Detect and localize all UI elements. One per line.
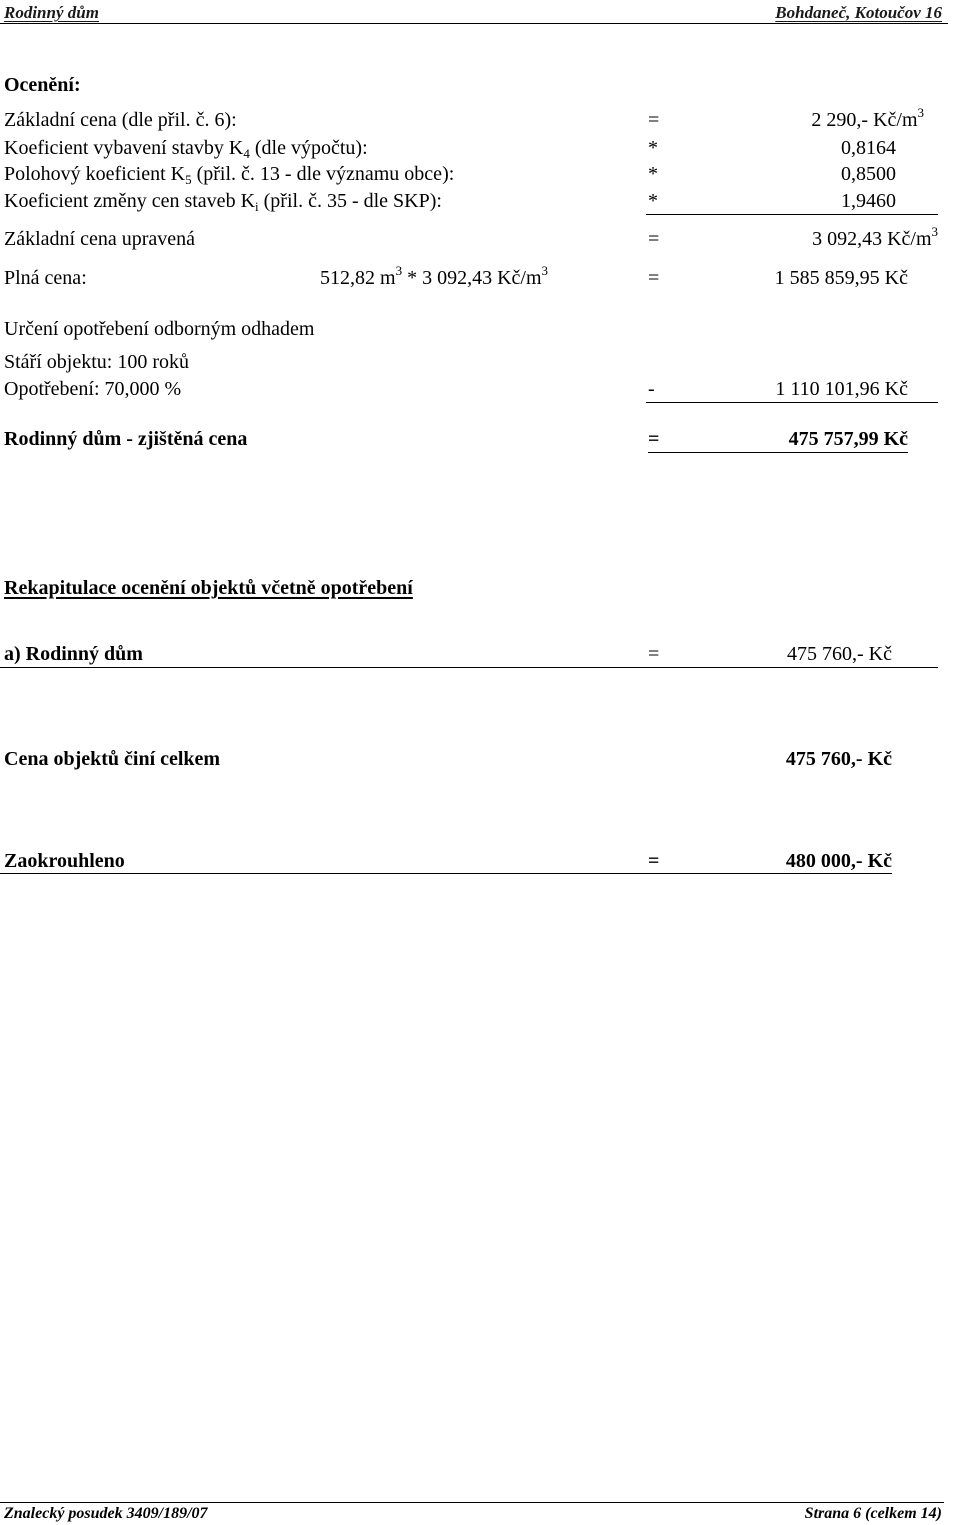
- k4-label: Koeficient vybavení stavby $K_4$ (dle výpočtu):: [4, 137, 368, 161]
- k4-value: 0,8164: [841, 137, 896, 159]
- wear-op: -: [648, 378, 655, 400]
- base-price-value: 2 290,- $Kč/m^3$: [811, 105, 924, 131]
- rounded-label: Zaokrouhleno: [4, 850, 125, 872]
- adjusted-op: =: [648, 228, 660, 250]
- base-price-label: Základní cena (dle přil. č. 6):: [4, 109, 237, 131]
- rounded-value: 480 000,- Kč: [785, 850, 892, 872]
- footer-document-id: Znalecký posudek 3409/189/07: [4, 1505, 208, 1522]
- header-rule: [0, 23, 948, 24]
- total-label: Cena objektů činí celkem: [4, 748, 221, 770]
- total-value: 475 760,- Kč: [785, 748, 892, 770]
- wear-label: Opotřebení: 70,000 %: [4, 378, 182, 400]
- full-price-op: =: [648, 267, 660, 289]
- full-price-value: 1 585 859,95 Kč: [774, 267, 908, 289]
- full-price-label: Plná cena:: [4, 267, 87, 289]
- recap-item-label: a) Rodinný dům: [4, 643, 143, 665]
- recap-item-rule: [0, 667, 938, 668]
- full-price-calc: 512,82 $m^3 * 3$ 092,43 $Kč/m^3$: [320, 263, 548, 289]
- header-address: Bohdaneč, Kotoučov 16: [775, 3, 942, 22]
- k5-label: Polohový koeficient $K_5$ (přil. č. 13 - dle významu obce):: [4, 163, 455, 187]
- rounded-underline: [0, 873, 892, 874]
- ki-value: 1,9460: [841, 190, 896, 212]
- header-title: Rodinný dům: [4, 3, 99, 22]
- k5-op: *: [648, 163, 658, 185]
- recap-title: Rekapitulace ocenění objektů včetně opotřebení: [4, 577, 413, 599]
- recap-item-op: =: [648, 643, 660, 665]
- footer-page-number: Strana 6 (celkem 14): [804, 1505, 942, 1522]
- base-price-op: =: [648, 109, 660, 131]
- section-title: Ocenění:: [4, 74, 81, 96]
- age-label: Stáří objektu: 100 roků: [4, 351, 189, 373]
- k5-value: 0,8500: [841, 163, 896, 185]
- wear-value: 1 110 101,96 Kč: [775, 378, 908, 400]
- adjusted-value: 3 092,43 $Kč/m^3$: [812, 224, 938, 250]
- k4-op: *: [648, 137, 658, 159]
- wear-method-label: Určení opotřebení odborným odhadem: [4, 318, 315, 340]
- ki-label: Koeficient změny cen staveb $K_i$ (přil. č. 35 - dle SKP):: [4, 190, 442, 214]
- result-op: =: [648, 428, 660, 450]
- footer-rule: [0, 1502, 944, 1503]
- result-label: Rodinný dům - zjištěná cena: [4, 428, 248, 450]
- result-underline: [648, 452, 908, 453]
- recap-item-value: 475 760,- Kč: [787, 643, 892, 665]
- ki-rule: [646, 214, 938, 215]
- ki-op: *: [648, 190, 658, 212]
- adjusted-label: Základní cena upravená: [4, 228, 196, 250]
- rounded-op: =: [648, 850, 660, 872]
- wear-rule: [646, 402, 938, 403]
- result-value: 475 757,99 Kč: [788, 428, 908, 450]
